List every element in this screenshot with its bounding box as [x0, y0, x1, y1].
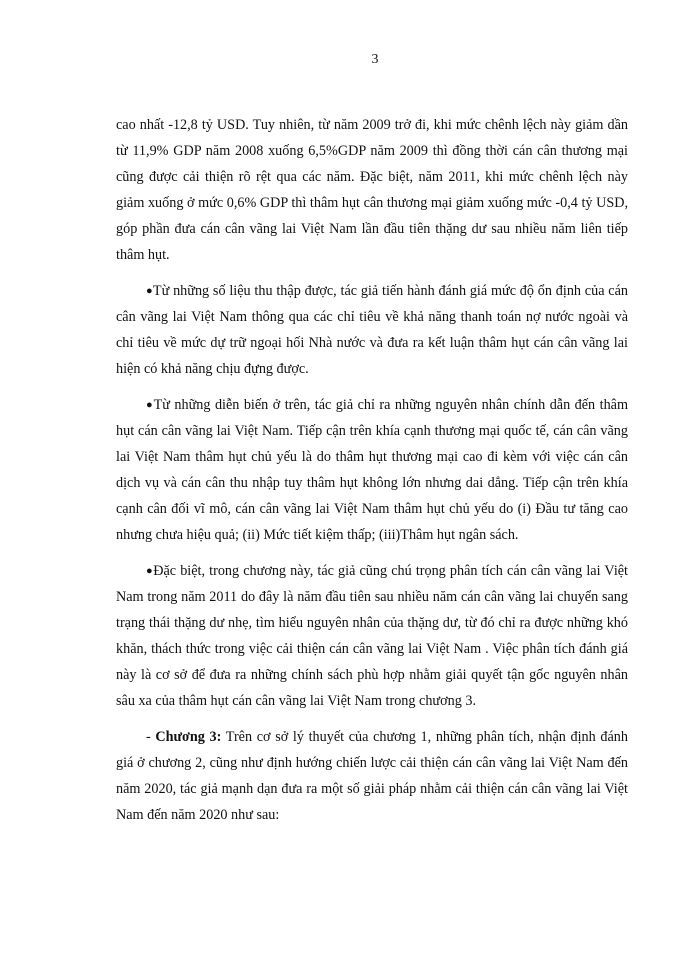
bullet-paragraph-causes [116, 392, 628, 548]
bullet-paragraph-2011-analysis [116, 558, 628, 714]
bullet-icon: ● [146, 285, 153, 297]
page-number: 3 [371, 52, 379, 67]
paragraph-text: Trên cơ sở lý thuyết của chương 1, những phân tích, nhận định đánh giá ở chương 2, cũng như định hướng chiến lược cải thiện cán cân vãng lai Việt Nam đến năm 2020, tác giả mạnh dạn đưa ra một số giải pháp nhằm cải thiện cán cân vãng lai Việt Nam đến năm 2020 như sau: [116, 729, 628, 823]
paragraph-text: Đặc biệt, trong chương này, tác giả cũng chú trọng phân tích cán cân vãng lai Việt Nam trong năm 2011 do đây là năm đầu tiên sau nhiều năm cán cân vãng lai chuyển sang trạng thái thặng dư nhẹ, tìm hiểu nguyên nhân của thặng dư, từ đó chỉ ra được những khó khăn, thách thức trong việc cải thiện cán cân vãng lai Việt Nam . Việc phân tích đánh giá này là cơ sở để đưa ra những chính sách phù hợp nhằm giải quyết tận gốc nguyên nhân sâu xa của thâm hụt cán cân vãng lai Việt Nam trong chương 3. [116, 563, 628, 709]
chapter-prefix: - [146, 729, 156, 745]
paragraph-text: Từ những số liệu thu thập được, tác giả tiến hành đánh giá mức độ ổn định của cán cân vãng lai Việt Nam thông qua các chỉ tiêu về khả năng thanh toán nợ nước ngoài và chỉ tiêu về mức dự trữ ngoại hối Nhà nước và đưa ra kết luận thâm hụt cán cân vãng lai hiện có khả năng chịu đựng được. [116, 283, 628, 377]
document-body [116, 112, 628, 838]
bullet-paragraph-stability [116, 278, 628, 382]
paragraph-trade-balance: cao nhất -12,8 tỷ USD. Tuy nhiên, từ năm 2009 trở đi, khi mức chênh lệch này giảm dần từ 11,9% GDP năm 2008 xuống 6,5%GDP năm 2009 thì đồng thời cán cân thương mại cũng được cải thiện rõ rệt qua các năm. Đặc biệt, năm 2011, khi mức chênh lệch này giảm xuống ở mức 0,6% GDP thì thâm hụt cân thương mại giảm xuống mức -0,4 tỷ USD, góp phần đưa cán cân vãng lai Việt Nam lần đầu tiên thặng dư sau nhiều năm liên tiếp thâm hụt. [116, 117, 628, 263]
bullet-icon: ● [146, 565, 154, 577]
paragraph-text: Từ những diễn biến ở trên, tác giả chỉ ra những nguyên nhân chính dẫn đến thâm hụt cán cân vãng lai Việt Nam. Tiếp cận trên khía cạnh thương mại quốc tế, cán cân vãng lai Việt Nam thâm hụt chủ yếu là do thâm hụt thương mại cao đi kèm với việc cán cân dịch vụ và cán cân thu nhập tuy thâm hụt không lớn nhưng dai dẳng. Tiếp cận trên khía cạnh cân đối vĩ mô, cán cân vãng lai Việt Nam thâm hụt chủ yếu do (i) Đầu tư tăng cao nhưng chưa hiệu quả; (ii) Mức tiết kiệm thấp; (iii)Thâm hụt ngân sách. [116, 397, 628, 543]
bullet-icon: ● [146, 399, 154, 411]
chapter-label: Chương 3: [155, 729, 222, 745]
chapter-3-paragraph [116, 724, 628, 828]
